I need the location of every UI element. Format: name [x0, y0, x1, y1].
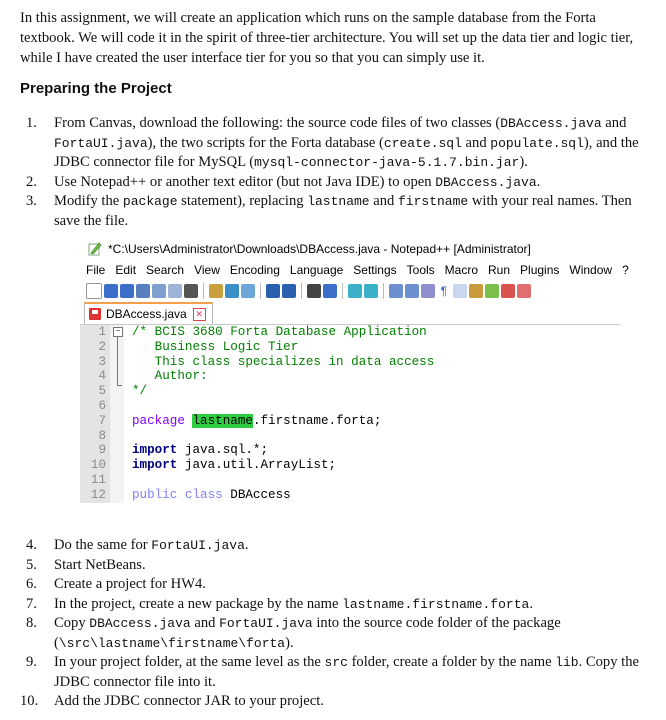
step-number: 8.	[26, 615, 37, 631]
fold-margin	[110, 325, 124, 503]
intro-paragraph: In this assignment, we will create an application which runs on the sample database from the Forta textbook. We will code it in the spirit of three-tier architecture. You will set up the data tier and logic tier, while I have created the user interface tier for you so that you can simply use it.	[20, 10, 634, 66]
step-text: .	[536, 173, 541, 190]
step-text: ).	[519, 154, 528, 170]
line-number: 4	[98, 369, 106, 384]
menu-item-macro[interactable]: Macro	[444, 263, 479, 277]
menu-item-view[interactable]: View	[194, 263, 220, 277]
undo-icon[interactable]	[266, 284, 280, 298]
step-text: Do the same for	[54, 537, 152, 553]
step-item	[20, 692, 650, 712]
step-text: and	[601, 115, 627, 131]
save-all-icon[interactable]	[136, 284, 150, 298]
step-item	[20, 556, 650, 576]
menu-item-encoding[interactable]: Encoding	[229, 263, 280, 277]
code-line: Author:	[132, 369, 208, 384]
step-text: ), the two scripts for the Forta database (	[147, 134, 384, 151]
save-icon[interactable]	[120, 284, 134, 298]
step-number: 1.	[26, 115, 37, 131]
doc-map-icon[interactable]	[485, 284, 499, 298]
line-number: 8	[98, 428, 106, 443]
code-inline: DBAccess.java	[89, 616, 191, 631]
section-heading: Preparing the Project	[20, 80, 172, 97]
code-text: java.util.ArrayList;	[177, 458, 337, 473]
step-text: Use Notepad++ or another text editor (but not Java IDE) to open	[54, 173, 436, 190]
toolbar-separator	[301, 283, 302, 299]
code-inline: lastname	[307, 194, 370, 209]
line-number-gutter	[80, 325, 110, 503]
step-text: Copy	[54, 615, 90, 631]
step-text: Create a project for HW4.	[54, 576, 206, 592]
window-title: *C:\Users\Administrator\Downloads\DBAccess.java - Notepad++ [Administrator]	[108, 242, 531, 256]
line-number: 3	[98, 354, 106, 369]
fold-line	[117, 337, 118, 385]
menu-item-search[interactable]: Search	[146, 263, 185, 277]
code-inline: package	[122, 194, 178, 209]
step-number: 2.	[26, 173, 37, 190]
step-item	[20, 614, 650, 653]
step-number: 9.	[26, 654, 37, 670]
line-number: 11	[90, 472, 106, 487]
code-line	[132, 473, 434, 488]
code-inline: src	[324, 655, 348, 670]
step-text: and	[190, 615, 220, 631]
step-text: ).	[285, 634, 294, 651]
zoom-in-icon[interactable]	[348, 284, 362, 298]
redo-icon[interactable]	[282, 284, 296, 298]
toolbar	[80, 280, 620, 302]
toolbar-separator	[342, 283, 343, 299]
toolbar-separator	[260, 283, 261, 299]
code-line: */	[132, 384, 148, 399]
step-number: 4.	[26, 537, 37, 553]
code-area[interactable]	[124, 325, 434, 503]
step-number: 7.	[26, 595, 37, 612]
step-text: .	[244, 537, 249, 553]
step-text: into the source code folder of the package (	[54, 615, 561, 651]
find-icon[interactable]	[307, 284, 321, 298]
unsaved-file-icon	[89, 308, 101, 320]
code-line	[132, 458, 434, 473]
code-line: This class specializes in data access	[132, 354, 435, 369]
steps-list-part2	[20, 536, 650, 712]
sync-horizontal-icon[interactable]	[405, 284, 419, 298]
code-line	[132, 399, 434, 414]
menu-item-tools[interactable]: Tools	[406, 263, 435, 277]
step-text: with your real names. Then save the file.	[54, 193, 632, 229]
close-tab-icon[interactable]: ✕	[193, 308, 206, 321]
step-text: statement), replacing	[177, 193, 308, 209]
step-number: 10.	[20, 693, 39, 709]
step-text: From Canvas, download the following: the source code files of two classes (	[54, 115, 501, 131]
code-line	[132, 429, 434, 444]
toolbar-separator	[203, 283, 204, 299]
code-inline: mysql-connector-java-5.1.7.bin.jar	[254, 155, 520, 170]
fold-end	[117, 385, 122, 386]
new-file-icon[interactable]	[86, 283, 102, 299]
language-icon[interactable]	[469, 284, 483, 298]
copy-icon[interactable]	[225, 284, 239, 298]
cut-icon[interactable]	[209, 284, 223, 298]
tab-label: DBAccess.java	[106, 307, 187, 321]
line-number: 5	[98, 384, 106, 399]
menu-item-file[interactable]: File	[86, 263, 106, 277]
show-all-chars-icon[interactable]: ¶	[437, 284, 451, 298]
tab-dbaccess[interactable]	[84, 302, 213, 324]
step-item	[20, 192, 650, 231]
step-text: Add the JDBC connector JAR to your project.	[54, 693, 324, 709]
code-inline: \src\lastname\firstname\forta	[58, 635, 286, 651]
indent-guide-icon[interactable]	[453, 284, 467, 298]
line-number: 12	[90, 487, 106, 502]
step-item	[20, 114, 650, 173]
fold-minus-icon[interactable]: −	[113, 327, 123, 337]
menu-item-language[interactable]: Language	[289, 263, 344, 277]
zoom-out-icon[interactable]	[364, 284, 378, 298]
code-inline: lib	[555, 655, 579, 670]
step-text: and	[461, 134, 491, 151]
step-number: 6.	[26, 576, 37, 592]
code-line	[132, 488, 434, 503]
menu-item-settings[interactable]: Settings	[353, 263, 397, 277]
steps-list-part1	[20, 114, 650, 231]
step-number: 5.	[26, 556, 37, 573]
window-title-bar	[80, 238, 620, 260]
notepadpp-app-icon	[88, 242, 102, 256]
step-item	[20, 575, 650, 595]
menu-item-edit[interactable]: Edit	[115, 263, 137, 277]
code-line: /* BCIS 3680 Forta Database Application	[132, 325, 427, 339]
code-text: java.sql.*;	[177, 443, 269, 458]
code-inline: FortaUI.java	[151, 538, 245, 553]
code-text: .firstname.forta;	[252, 413, 382, 428]
code-inline: lastname.firstname.forta	[342, 596, 530, 612]
step-text: folder, create a folder by the name	[347, 654, 556, 670]
step-text: and	[369, 193, 398, 209]
code-line	[132, 443, 434, 458]
keyword: import	[132, 458, 178, 473]
menu-item-plugins[interactable]: Plugins	[520, 263, 560, 277]
line-number: 2	[98, 339, 106, 354]
record-macro-icon[interactable]	[501, 284, 515, 298]
step-text: ), and the JDBC connector file for MySQL (	[54, 134, 639, 170]
step-item	[20, 653, 650, 692]
step-text: In your project folder, at the same level as the	[54, 654, 325, 670]
replace-icon[interactable]	[323, 284, 337, 298]
code-text: DBAccess	[222, 487, 291, 502]
line-number: 9	[98, 443, 106, 458]
step-item	[20, 595, 650, 615]
code-inline: DBAccess.java	[500, 116, 602, 131]
step-text: . Copy the JDBC connector file into it.	[54, 654, 640, 690]
code-editor[interactable]	[80, 325, 620, 503]
print-icon[interactable]	[184, 284, 198, 298]
code-inline: DBAccess.java	[435, 174, 537, 190]
menu-item-window[interactable]: Window	[569, 263, 613, 277]
code-inline: FortaUI.java	[54, 135, 148, 151]
step-number: 3.	[26, 193, 37, 209]
keyword: public class	[132, 487, 223, 502]
tab-bar	[80, 302, 620, 325]
paste-icon[interactable]	[241, 284, 255, 298]
step-item	[20, 173, 650, 193]
code-inline: FortaUI.java	[219, 616, 313, 631]
toolbar-separator	[383, 283, 384, 299]
menu-item-run[interactable]: Run	[488, 263, 511, 277]
code-line: Business Logic Tier	[132, 339, 299, 354]
menu-item-help[interactable]: ?	[622, 263, 629, 277]
keyword: package	[132, 413, 185, 428]
sync-vertical-icon[interactable]	[389, 284, 403, 298]
line-number: 1	[98, 325, 106, 339]
step-text: .	[529, 595, 533, 612]
step-text: In the project, create a new package by the name	[54, 595, 343, 612]
open-file-icon[interactable]	[104, 284, 118, 298]
line-number: 6	[98, 398, 106, 413]
stop-macro-icon[interactable]	[517, 284, 531, 298]
line-number: 7	[98, 413, 106, 428]
highlighted-word: lastname	[192, 413, 253, 428]
notepadpp-screenshot	[80, 238, 629, 518]
close-all-icon[interactable]	[168, 284, 182, 298]
menu-bar	[80, 260, 629, 280]
keyword: import	[132, 443, 178, 458]
close-icon[interactable]	[152, 284, 166, 298]
step-item	[20, 536, 650, 556]
step-text: Modify the	[54, 193, 123, 209]
code-line	[132, 414, 434, 429]
code-inline: populate.sql	[490, 135, 584, 151]
word-wrap-icon[interactable]	[421, 284, 435, 298]
code-inline: firstname	[398, 194, 469, 209]
code-inline: create.sql	[383, 135, 462, 151]
step-text: Start NetBeans.	[54, 556, 146, 573]
line-number: 10	[90, 458, 106, 473]
